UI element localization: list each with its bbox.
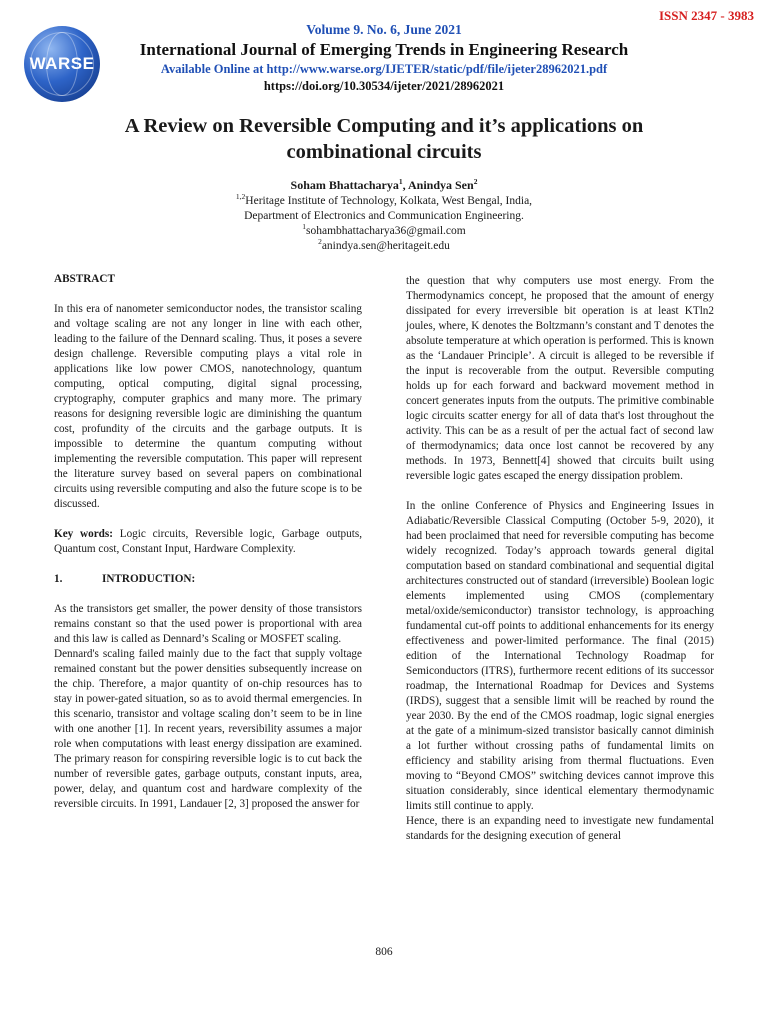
keywords-text: Logic circuits, Reversible logic, Garbage outputs, Quantum cost, Constant Input, Hardware Complexity.	[54, 528, 362, 555]
intro-heading-text: INTRODUCTION:	[102, 573, 196, 585]
issn: ISSN 2347 - 3983	[659, 8, 754, 23]
right-paragraph-3: Hence, there is an expanding need to investigate new fundamental standards for the designing execution of general	[406, 815, 714, 842]
author-separator: ,	[402, 178, 408, 192]
affiliation-line-2: Department of Electronics and Communication Engineering.	[244, 210, 524, 222]
intro-number: 1.	[54, 573, 63, 585]
affiliation-text-1: Heritage Institute of Technology, Kolkata, West Bengal, India,	[245, 195, 533, 207]
available-online-link[interactable]: Available Online at http://www.warse.org/IJETER/static/pdf/file/ijeter28962021.pdf	[160, 62, 608, 76]
page-number: 806	[375, 946, 393, 958]
author-1: Soham Bhattacharya	[290, 178, 399, 192]
keywords	[54, 527, 362, 557]
author-1-sup: 1	[398, 177, 403, 186]
affiliation-line-1	[0, 192, 768, 207]
right-paragraph-2: In the online Conference of Physics and Engineering Issues in Adiabatic/Reversible Classical Computing (October 5-9, 2020), it had been proclaimed that need for reversible computing has become widely recognized. Today’s approach towards general digital computation based on standard combinational and sequential digital architectures constructed out of standard (irreversible) Boolean logic elements implemented using CMOS (complementary metal/oxide/semiconductor) transistor technology, is approaching fundamental cut-off points to additional enhancements for its energy effectiveness and power-limited performance. The final (2015) edition of the International Technology Roadmap for Semiconductors (ITRS), furthermore recent editions of its successor roadmap, the International Roadmap for Devices and Systems (IRDS), suggest that a sensible limit will be reached by round the year 2030. By the end of the CMOS roadmap, logic signal energies at the gate of a minimum-sized transistor basically cannot diminish a lot further without crossing paths of fundamental limits on efficiency and stability arising from thermal fluctuations. Even moving to “Beyond CMOS” switching devices cannot improve this situation considerably, since identical elementary thermodynamic limits still continue to apply.	[406, 500, 714, 812]
email-line-1	[0, 222, 768, 237]
abstract-heading: ABSTRACT	[54, 273, 115, 285]
author-line	[0, 178, 768, 193]
intro-paragraph-1: As the transistors get smaller, the power density of those transistors remains constant so that the used power is proportional with area and this law is called as Dennard’s Scaling or MOSFET scaling.	[54, 603, 362, 645]
email-1[interactable]: sohambhattacharya36@gmail.com	[306, 225, 466, 237]
volume-line: Volume 9. No. 6, June 2021	[306, 22, 462, 37]
doi-link[interactable]: https://doi.org/10.30534/ijeter/2021/28962021	[263, 79, 505, 93]
affiliation-sup: 1,2	[235, 192, 246, 202]
author-2: Anindya Sen	[407, 178, 474, 192]
logo-text: WARSE	[29, 54, 95, 73]
keywords-label: Key words:	[54, 528, 113, 540]
left-column	[54, 272, 362, 812]
email-line-2	[0, 237, 768, 252]
abstract-text: In this era of nanometer semiconductor nodes, the transistor scaling and voltage scaling are not any longer in line with each other, leading to the failure of the Dennard scaling. Thus, it poses a severe design challenge. Reversible computing plays a vital role in applications like low power CMOS, nanotechnology, quantum computing, optical computing, digital signal processing, cryptography, computer graphics and many more. The primary reasons for designing reversible logic are diminishing the quantum cost, profundity of the circuits and the garbage outputs. It is impossible to determine the quantum computing without implementing the reversible computation. This paper will represent the literature survey based on several papers on combinational circuits using reversible computing and also the future scope is to be discussed.	[54, 303, 362, 510]
right-column	[406, 274, 714, 844]
intro-paragraph-2: Dennard's scaling failed mainly due to the fact that supply voltage remained constant but the power densities subsequently increase on the chip. Therefore, a major quantity of on-chip resources has to stay in power-gated situation, so as to avoid thermal emergencies. In this scenario, transistor and voltage scaling don’t seem to be in line with one another [1]. In recent years, reversibility assumes a major role when computations with least energy dissipation are examined. The primary reason for conspiring reversible logic is to cut back the number of reversible gates, garbage outputs, constant inputs, area, power, delay, and quantum cost and hardware complexity of the reversible circuits. In 1991, Landauer [2, 3] proposed the answer for	[54, 648, 362, 810]
intro-heading	[54, 572, 362, 587]
journal-name: International Journal of Emerging Trends in Engineering Research	[139, 40, 629, 59]
email-1-sup: 1	[302, 222, 306, 232]
paper-title: A Review on Reversible Computing and it’s applications on combinational circuits	[124, 115, 644, 163]
email-2-sup: 2	[318, 237, 322, 247]
right-paragraph-1: the question that why computers use most energy. From the Thermodynamics concept, he proposed that the amount of energy dissipated for every irreversible bit operation is at least KTln2 joules, where, K denotes the Boltzmann’s constant and T denotes the absolute temperature at which operation is performed. This is known as the ‘Landauer Principle’. A circuit is alleged to be reversible if the input is recoverable from the output. Reversible computing holds up for each forward and backward movement method in concert generates inputs from the outputs. The primitive combinable logic circuits scatter energy for all of data that's lost throughout the activity. This can be as a result of per the actual fact of second law of thermodynamics; data once lost cannot be recovered by any methods. In 1973, Bennett[4] showed that circuits built using reversible logic gates escaped the energy dissipation problem.	[406, 275, 714, 482]
email-2[interactable]: anindya.sen@heritageit.edu	[321, 240, 450, 252]
author-2-sup: 2	[473, 177, 478, 186]
